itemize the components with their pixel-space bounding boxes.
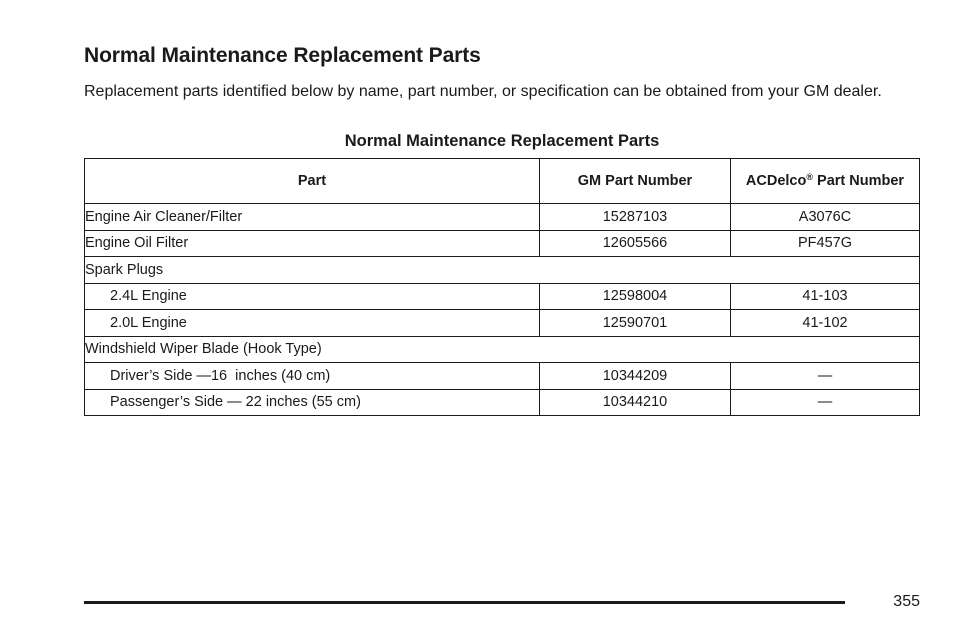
table-row [85, 283, 920, 310]
gm-part-number: 12590701 [540, 310, 731, 337]
gm-part-number: 12605566 [540, 230, 731, 257]
table-row [85, 389, 920, 416]
table-row [85, 230, 920, 257]
registered-mark: ® [806, 172, 813, 182]
acdelco-part-number: 41-102 [731, 310, 920, 337]
acdelco-part-number: — [731, 389, 920, 416]
table-caption: Normal Maintenance Replacement Parts [344, 132, 660, 150]
page-title: Normal Maintenance Replacement Parts [84, 44, 481, 67]
gm-part-number: 12598004 [540, 283, 731, 310]
acdelco-part-number: 41-103 [731, 283, 920, 310]
parts-table [84, 158, 920, 416]
page-number: 355 [893, 593, 920, 610]
gm-part-number: 15287103 [540, 204, 731, 231]
part-group-name: Windshield Wiper Blade (Hook Type) [85, 336, 920, 363]
table-row-group-header [85, 336, 920, 363]
part-name: 2.0L Engine [85, 310, 540, 337]
footer-rule [84, 601, 845, 604]
header-acdelco-rest: Part Number [813, 173, 905, 189]
table-row-group-header [85, 257, 920, 284]
intro-paragraph: Replacement parts identified below by name, part number, or specification can be obtained from your GM dealer. [84, 83, 882, 100]
part-name: Engine Oil Filter [85, 230, 540, 257]
table-header-row [85, 159, 920, 204]
table-row [85, 310, 920, 337]
acdelco-part-number: — [731, 363, 920, 390]
table-row [85, 204, 920, 231]
gm-part-number: 10344210 [540, 389, 731, 416]
part-name: Driver’s Side —16 inches (40 cm) [85, 363, 540, 390]
header-gm-part-number: GM Part Number [540, 159, 731, 204]
part-name: 2.4L Engine [85, 283, 540, 310]
header-acdelco-brand: ACDelco [745, 173, 807, 189]
header-part: Part [85, 159, 540, 204]
header-acdelco-part-number [731, 159, 920, 204]
table-row [85, 363, 920, 390]
part-group-name: Spark Plugs [85, 257, 920, 284]
acdelco-part-number: PF457G [731, 230, 920, 257]
acdelco-part-number: A3076C [731, 204, 920, 231]
part-name: Passenger’s Side — 22 inches (55 cm) [85, 389, 540, 416]
part-name: Engine Air Cleaner/Filter [85, 204, 540, 231]
gm-part-number: 10344209 [540, 363, 731, 390]
